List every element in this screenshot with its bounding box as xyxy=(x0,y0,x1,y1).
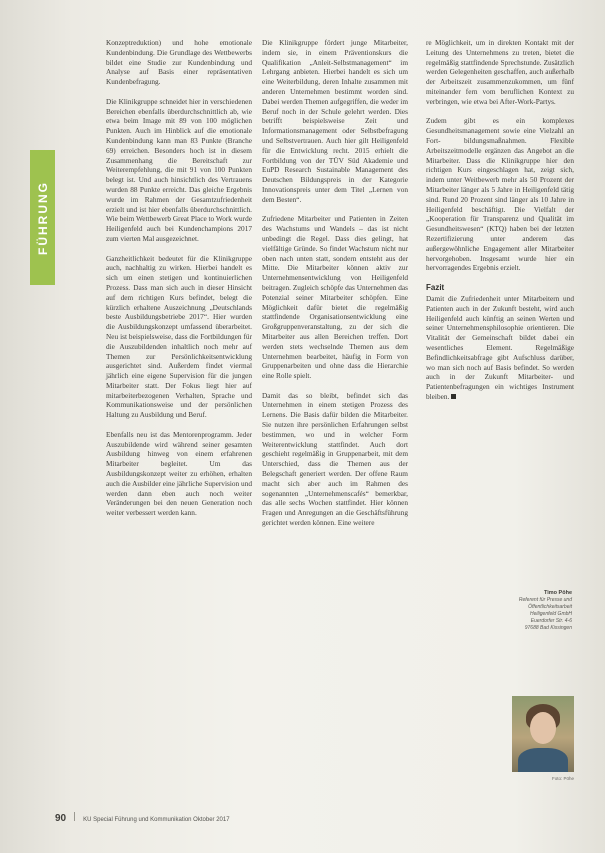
photo-shoulders xyxy=(518,748,568,772)
fazit-heading: Fazit xyxy=(426,282,445,292)
author-line: Öffentlichkeitsarbeit xyxy=(528,604,572,610)
footer-divider xyxy=(74,812,75,821)
paragraph: Damit das so bleibt, befindet sich das Unternehmen in einem stetigen Prozess des Lernens. Die Basis dafür bilden die Mitarbeiter. Sie nutzen ihre persönlichen Erfahrungen selbst bestimmen, wo und in welcher Form Weiterentwicklung stattfindet. Auch dort geschieht regelmäßig in Gruppenarbeit, mit dem Unterschied, dass die Themen aus der Belegschaft generiert werden. Der offene Raum macht sich aber auch im Rahmen des sogenannten „Unternehmenscafés“ bemerkbar, das alle sechs Wochen stattfindet. Hier können Fragen und Anregungen an die Geschäftsführung gerichtet werden können. Eine weitere xyxy=(262,390,408,528)
author-name: Timo Pöhe xyxy=(543,590,572,596)
page-footer xyxy=(55,812,555,824)
author-photo xyxy=(512,696,574,772)
paragraph: Ebenfalls neu ist das Mentorenprogramm. Jeder Auszubildende wird während seiner gesamten Ausbildung hinweg von einem erfahrenen Mitarbeiter begleitet. Um das Ausbildungskonzept weiter zu erhöhen, erhalten auch die Ausbilder eine jährliche Supervision und werden dann eben auch noch weiter Veränderungen bei den neuen Generation noch weiter verbessert werden kann. xyxy=(106,429,252,518)
paragraph: Zufriedene Mitarbeiter und Patienten in Zeiten des Wachstums und Wandels – das ist nicht unbedingt die Regel. Dass dies gelingt, hat vielfältige Gründe. So findet Wachstum nicht nur oben nach unten statt, sondern entsteht aus der Mitte. Die Mitarbeiter können aktiv zur Unternehmensentwicklung von Heiligenfeld beitragen. Zugleich schöpfe das Unternehmen das Potenzial seiner Mitarbeiter schöpfen. Eine Möglichkeit dafür bietet die regelmäßig stattfindende Organisationsentwicklung eine Großgruppenveranstaltung, zu der sich die Mitarbeiter aus allen Bereichen treffen. Dort werden stets wechselnde Themen aus dem Unternehmen bearbeitet, häufig in Form von Gruppenarbeiten und ohne dass die Hierarchie eine Rolle spielt. xyxy=(262,214,408,381)
end-of-article-mark xyxy=(451,394,456,399)
photo-credit: Foto: Pöhe xyxy=(551,776,574,781)
paragraph: Die Klinikgruppe fördert junge Mitarbeiter, indem sie, in einem Präventionskurs die Qualifikation „Anleit-Selbstmanagement“ im Lehrgang anbieten. Hierbei handelt es sich um eine Weiterbildung, deren Inhalte zusammen mit anderen Unternehmen bestimmt worden sind. Dabei werden Themen aufgegriffen, die weder im Beruf noch in der Schule gelehrt werden. Dies betrifft beispielsweise Zeit und Informationsmanagement oder Selbstbefragung und Selbstvertrauen. Auch hier gilt Heiligenfeld für die Entwicklung recht. 2015 erhielt die Fortbildung von der TÜV Süd Akademie und EuPD Research Sustainable Management des Deutschen Bildungspreis in der Kategorie Innovationspreis unter dem Titel „Lernen von dem Besten“. xyxy=(262,38,408,204)
section-tab xyxy=(30,150,55,285)
section-tab-label: FÜHRUNG xyxy=(35,180,50,255)
paragraph: Die Klinikgruppe schneidet hier in verschiedenen Bereichen ebenfalls überdurchschnittlich ab, wie etwa beim Image mit 89 von 100 möglichen Punkten. Auch im Hinblick auf die emotionale Kundenbindung kann man 83 Punkte (Branche 69) erreichen. Besonders hoch ist in diesem Zusammenhang die Bereitschaft zur Weiterempfehlung, die mit 91 von 100 Punkten belegt ist. Und auch hinsichtlich des Vertrauens wurden 88 Punkte erreicht. Das gleiche Ergebnis wurde im Rahmen der Gesamtzufriedenheit erzielt und ist hier ebenfalls überdurchschnittlich. Wie beim Wettbewerb Great Place to Work wurde Heiligenfeld auch bei Kundenchampions 2017 zum vierten Mal ausgezeichnet. xyxy=(106,96,252,243)
photo-face xyxy=(530,712,556,744)
author-info xyxy=(500,590,572,632)
text-column-1 xyxy=(106,38,252,518)
author-line: Heiligenfeld GmbH xyxy=(530,611,572,617)
paragraph: Zudem gibt es ein komplexes Gesundheitsmanagement sowie eine Vielzahl an Fort- bildungsmaßnahmen. Flexible Arbeitszeitmodelle ergänzen das Angebot an die Mitarbeiter. Dass die Klinikgruppe hier den richtigen Kurs eingeschlagen hat, zeigt sich, indem unter Weitbewerb mehr als 50 Prozent der Mitarbeiter länger als 5 Jahre in Heiligenfeld tätig sind. Rund 20 Prozent sind länger als 10 Jahre in Heiligenfeld beschäftigt. Die Vielfalt der „Kooperation für Transparenz und Qualität im Gesundheitswesen“ (KTQ) haben bei der letzten Rezertifizierung unter anderem das außergewöhnliche Engagement aller Mitarbeiter hervorgehoben. Insgesamt wurde hier ein hervorragendes Ergebnis erzielt. xyxy=(426,116,574,273)
paragraph: Konzeptreduktion) und hohe emotionale Kundenbindung. Die Grundlage des Wettbewerbs bildet eine Studie zur Kundenbindung und Analyse auf Basis einer repräsentativen Kundenbefragung. xyxy=(106,38,252,87)
author-line: Referent für Presse und xyxy=(518,597,572,603)
publication-title: KU Special Führung und Kommunikation Oktober 2017 xyxy=(83,817,230,823)
fazit-paragraph xyxy=(426,294,574,402)
text-column-3 xyxy=(426,38,574,402)
author-line: Euerdorfer Str. 4-6 xyxy=(530,618,572,624)
page-number: 90 xyxy=(55,813,67,824)
text-column-2 xyxy=(262,38,408,528)
author-line: 97688 Bad Kissingen xyxy=(524,625,572,631)
fazit-text: Damit die Zufriedenheit unter Mitarbeitern und Patienten auch in der Zukunft besteht, wird auch Heiligenfeld auch künftig an seinen Werten und seiner Unternehmensphilosophie orientieren. Die Vitalität der Gemeinschaft bildet dabei ein wesentliches Element. Regelmäßige Befindlichkeitsabfrage gibt Aufschluss darüber, wo man sich noch auf Basis befindet. So werden auch in der Zukunft Mitarbeiter- und Patientenbefragungen ein wichtiges Instrument bleiben. xyxy=(426,293,574,401)
paragraph: Ganzheitlichkeit bedeutet für die Klinikgruppe auch, nachhaltig zu wirken. Hierbei handelt es sich um einen stetigen und kontinuierlichen Prozess. Dass man sich auch in dieser Hinsicht auf dem richtigen Kurs befindet, belegt die kürzlich erhaltene Auszeichnung „Deutschlands beste Ausbildungsbetriebe 2017“. Hier wurden die Ausbildungskonzept umfassend überarbeitet. Neu ist beispielsweise, dass die Fortbildungen für die Auszubildenden inhaltlich noch mehr auf Themen zur Persönlichkeitsentwicklung ausgerichtet sind. Außerdem findet viermal jährlich eine eigene Supervision für die jungen Mitarbeiter statt. Der Fokus liegt hier auf mitarbeiterbezogenen Verhalten, Sprache und Kommunikationsweise und der persönlichen Haltung zu Ausbildung und Beruf. xyxy=(106,253,252,420)
paragraph: re Möglichkeit, um in direkten Kontakt mit der Leitung des Unternehmens zu treten, bietet die regelmäßig stattfindende Sprechstunde. Zusätzlich werden Gelegenheiten geschaffen, auch außerhalb der Arbeitszeit zusammenzukommen, um fünf miteinander fern vom beruflichen Kontext zu verbringen, wie etwa bei After-Work-Partys. xyxy=(426,38,574,106)
